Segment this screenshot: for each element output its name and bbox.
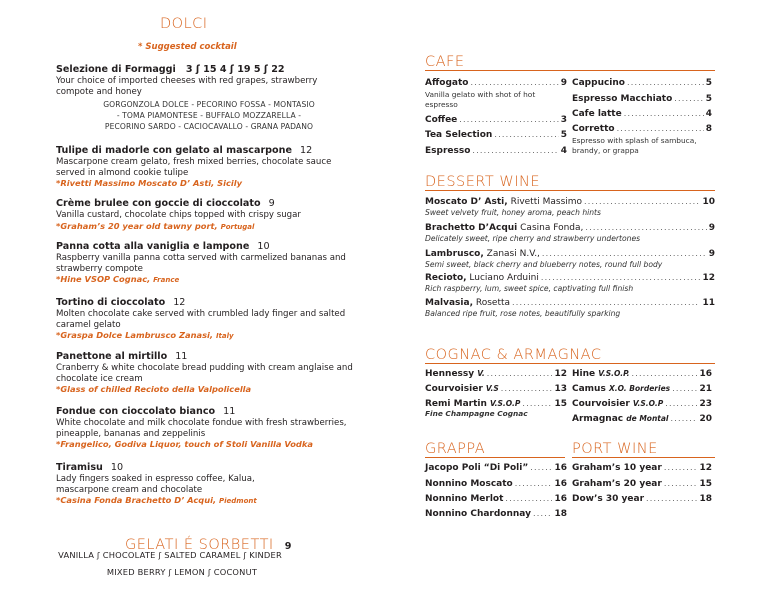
wine-note: Sweet velvety fruit, honey aroma, peach hints <box>425 208 601 217</box>
cafe-item <box>572 78 712 88</box>
divider <box>425 363 715 364</box>
item-price: 4 <box>705 109 712 119</box>
grappa-title: GRAPPA <box>425 441 486 457</box>
item-name: Espresso <box>425 146 471 156</box>
item-price: 11 <box>175 351 188 362</box>
dessert-item <box>56 406 356 450</box>
item-price: 16 <box>699 369 712 379</box>
port-item <box>572 494 712 504</box>
cafe-item <box>425 146 567 156</box>
wine-item <box>425 298 715 308</box>
wine-item <box>425 273 715 283</box>
item-name: Corretto <box>572 124 615 134</box>
leader-dots <box>533 509 553 518</box>
item-description: Cranberry & white chocolate bread pudding with cream anglaise and chocolate ice cream <box>56 363 353 384</box>
item-name: Tulipe di madorle con gelato al mascarpone <box>56 145 292 156</box>
item-grade: V. <box>477 369 485 378</box>
leader-dots <box>505 494 552 503</box>
item-grade: V.S <box>485 384 499 393</box>
item-grade: V.S.O.P <box>632 399 664 408</box>
item-price: 3 <box>560 115 567 125</box>
item-name: Armagnac <box>572 414 624 424</box>
item-name: Remi Martin <box>425 399 487 409</box>
gelati-price: 9 <box>284 541 292 552</box>
dessert-item <box>56 145 356 189</box>
item-description: Espresso with splash of sambuca, brandy, or grappa <box>572 136 697 155</box>
leader-dots <box>617 124 704 133</box>
dessert-item <box>56 351 356 395</box>
suggested-cocktail-note: * Suggested cocktail <box>138 42 237 52</box>
item-producer: Luciano Arduini <box>469 273 539 283</box>
leader-dots <box>584 197 700 206</box>
leader-dots <box>632 369 698 378</box>
item-price: 16 <box>554 479 567 489</box>
item-price: 12 <box>699 463 712 473</box>
cognac-item <box>572 414 712 424</box>
dessert-item <box>56 64 356 97</box>
item-name: Affogato <box>425 78 469 88</box>
dessert-wine-title: DESSERT WINE <box>425 174 541 190</box>
leader-dots <box>542 249 707 258</box>
item-price: 5 <box>705 78 712 88</box>
item-name: Camus <box>572 384 606 394</box>
item-price: 10 <box>110 462 124 473</box>
cafe-item <box>572 94 712 104</box>
item-name: Graham’s 10 year <box>572 463 662 473</box>
item-pairing: *Frangelico, Godiva Liquor, touch of Stoli Vanilla Vodka <box>56 439 313 450</box>
item-description: Lady fingers soaked in espresso coffee, Kalua, mascarpone cream and chocolate <box>56 474 255 495</box>
item-price: 15 <box>699 479 712 489</box>
item-price: 11 <box>223 406 236 417</box>
wine-note: Balanced ripe fruit, rose notes, beautifully sparking <box>425 309 621 318</box>
wine-note: Rich raspberry, lum, sweet spice, captivating full finish <box>425 284 634 293</box>
cafe-item <box>572 109 712 119</box>
grappa-item <box>425 479 567 489</box>
gelati-flavors-line: MIXED BERRY ʃ LEMON ʃ COCONUT <box>106 567 258 577</box>
item-pairing: *Graham’s 20 year old tawny port, <box>56 220 218 231</box>
cheese-line: PECORINO SARDO - CACIOCAVALLO - GRANA PADANO <box>104 122 314 131</box>
cheese-list <box>56 99 362 132</box>
cafe-item <box>572 124 712 134</box>
dessert-item <box>56 462 356 507</box>
port-item <box>572 479 712 489</box>
divider <box>425 70 715 71</box>
item-description: Your choice of imported cheeses with red grapes, strawberry compote and honey <box>56 76 318 97</box>
item-name: Moscato D’ Asti, <box>425 197 508 207</box>
item-name: Nonnino Chardonnay <box>425 509 531 519</box>
item-name: Hine <box>572 369 596 379</box>
item-name: Cafe latte <box>572 109 622 119</box>
item-name: Coffee <box>425 115 458 125</box>
item-grade: V.S.O.P. <box>598 369 630 378</box>
dessert-item <box>56 297 356 342</box>
gelati-title: GELATI É SORBETTI <box>125 537 274 553</box>
dessert-item <box>56 241 356 286</box>
grappa-item <box>425 494 567 504</box>
divider <box>425 457 565 458</box>
item-name: Jacopo Poli “Di Poli” <box>425 463 529 473</box>
item-price: 5 <box>560 130 567 140</box>
item-name: Malvasia, <box>425 298 473 308</box>
leader-dots <box>470 78 558 87</box>
item-pairing: *Graspa Dolce Lambrusco Zanasi, <box>56 330 214 341</box>
cognac-item <box>572 384 712 394</box>
item-description: Raspberry vanilla panna cotta served with carmelized bananas and strawberry compote <box>56 253 346 274</box>
pairing-origin: Italy <box>215 332 234 341</box>
leader-dots <box>501 384 553 393</box>
cafe-item <box>425 130 567 140</box>
item-producer: Casina Fonda, <box>520 223 584 233</box>
cheese-line: - TOMA PIAMONTESE - BUFFALO MOZZARELLA - <box>116 111 302 120</box>
item-price: 5 <box>705 94 712 104</box>
item-producer: Zanasi N.V., <box>486 249 540 259</box>
item-price: 12 <box>554 369 567 379</box>
item-price: 18 <box>554 509 567 519</box>
item-price: 12 <box>173 297 186 308</box>
cafe-item <box>425 78 567 88</box>
leader-dots <box>674 94 703 103</box>
item-pairing: *Casina Fonda Brachetto D’ Acqui, <box>56 495 217 506</box>
item-name: Crème brulee con goccie di cioccolato <box>56 198 261 209</box>
item-price: 9 <box>268 198 275 209</box>
wine-item <box>425 197 715 207</box>
item-name: Dow’s 30 year <box>572 494 645 504</box>
item-price: 23 <box>699 399 712 409</box>
wine-item <box>425 223 715 233</box>
item-name: Nonnino Merlot <box>425 494 504 504</box>
item-name: Fondue con cioccolato bianco <box>56 406 216 417</box>
leader-dots <box>512 298 700 307</box>
item-price: 4 <box>560 146 567 156</box>
leader-dots <box>664 463 698 472</box>
wine-note: Delicately sweet, ripe cherry and strawberry undertones <box>425 234 641 243</box>
item-name: Selezione di Formaggi <box>56 64 176 75</box>
item-price: 13 <box>554 384 567 394</box>
item-price: 10 <box>702 197 715 207</box>
item-description: Mascarpone cream gelato, fresh mixed berries, chocolate sauce served in almond cookie tulipe <box>56 157 332 178</box>
leader-dots <box>459 115 558 124</box>
cafe-title: CAFE <box>425 54 465 70</box>
leader-dots <box>624 109 704 118</box>
leader-dots <box>646 494 697 503</box>
item-name: Brachetto D’Acqui <box>425 223 518 233</box>
cognac-item <box>572 399 712 409</box>
cognac-item <box>425 399 567 409</box>
item-price: 16 <box>554 494 567 504</box>
item-price: 3 ʃ 15 4 ʃ 19 5 ʃ 22 <box>185 64 285 75</box>
item-price: 16 <box>554 463 567 473</box>
item-price: 9 <box>708 249 715 259</box>
port-item <box>572 463 712 473</box>
leader-dots <box>627 78 704 87</box>
grappa-item <box>425 509 567 519</box>
item-name: Panettone al mirtillo <box>56 351 168 362</box>
item-description: Fine Champagne Cognac <box>425 409 528 418</box>
item-price: 12 <box>299 145 313 156</box>
item-price: 10 <box>257 241 270 252</box>
leader-dots <box>672 384 697 393</box>
item-price: 11 <box>702 298 715 308</box>
item-grade: V.S.O.P <box>490 399 521 408</box>
dolci-title: DOLCI <box>160 16 208 32</box>
item-name: Tea Selection <box>425 130 493 140</box>
item-price: 8 <box>705 124 712 134</box>
item-price: 18 <box>699 494 712 504</box>
divider <box>425 190 715 191</box>
wine-note: Semi sweet, black cherry and blueberry notes, round full body <box>425 260 663 269</box>
leader-dots <box>541 273 701 282</box>
cognac-item <box>425 369 567 379</box>
item-description: Molten chocolate cake served with crumbled lady finger and salted caramel gelato <box>56 309 346 330</box>
gelati-flavors-line: VANILLA ʃ CHOCOLATE ʃ SALTED CARAMEL ʃ KINDER <box>58 550 282 560</box>
item-name: Panna cotta alla vaniglia e lampone <box>56 241 250 252</box>
cognac-title: COGNAC & ARMAGNAC <box>425 347 602 363</box>
dessert-item <box>56 198 356 232</box>
item-producer: Rosetta <box>475 298 511 308</box>
item-pairing: *Hine VSOP Cognac, <box>56 274 151 285</box>
item-grade: de Montal <box>626 414 669 423</box>
item-name: Cappucino <box>572 78 625 88</box>
item-pairing: *Glass of chilled Recioto della Valpolicella <box>56 384 252 395</box>
item-name: Tortino di cioccolato <box>56 297 166 308</box>
leader-dots <box>585 223 706 232</box>
item-name: Recioto, <box>425 273 467 283</box>
item-name: Courvoisier <box>572 399 630 409</box>
item-name: Espresso Macchiato <box>572 94 673 104</box>
item-producer: Rivetti Massimo <box>510 197 583 207</box>
pairing-origin: Portugal <box>220 222 255 231</box>
wine-item <box>425 249 715 259</box>
item-name: Nonnino Moscato <box>425 479 513 489</box>
item-pairing: *Rivetti Massimo Moscato D’ Asti, Sicily <box>56 178 243 189</box>
item-description: White chocolate and milk chocolate fondue with fresh strawberries, pineapple, bananas and zeppelinis <box>56 418 347 439</box>
item-price: 15 <box>554 399 567 409</box>
leader-dots <box>671 414 698 423</box>
port-wine-title: PORT WINE <box>572 441 658 457</box>
cognac-item <box>425 384 567 394</box>
cafe-item <box>425 115 567 125</box>
item-name: Lambrusco, <box>425 249 484 259</box>
leader-dots <box>522 399 552 408</box>
item-name: Graham’s 20 year <box>572 479 662 489</box>
item-grade: X.O. Borderies <box>608 384 671 393</box>
cognac-item <box>572 369 712 379</box>
item-price: 9 <box>560 78 567 88</box>
pairing-origin: Piedmont <box>219 497 257 506</box>
leader-dots <box>472 146 558 155</box>
leader-dots <box>664 479 698 488</box>
item-price: 12 <box>702 273 715 283</box>
leader-dots <box>515 479 553 488</box>
item-name: Courvoisier <box>425 384 483 394</box>
pairing-origin: France <box>153 276 180 285</box>
grappa-item <box>425 463 567 473</box>
item-name: Tiramisu <box>56 462 103 473</box>
leader-dots <box>530 463 552 472</box>
leader-dots <box>487 369 553 378</box>
item-description: Vanilla gelato with shot of hot espresso <box>425 90 536 109</box>
leader-dots <box>665 399 697 408</box>
item-price: 21 <box>699 384 712 394</box>
item-price: 9 <box>708 223 715 233</box>
divider <box>572 457 715 458</box>
item-description: Vanilla custard, chocolate chips topped with crispy sugar <box>56 210 301 220</box>
leader-dots <box>494 130 558 139</box>
item-price: 20 <box>699 414 712 424</box>
cheese-line: GORGONZOLA DOLCE - PECORINO FOSSA - MONTASIO <box>103 100 315 109</box>
item-name: Hennessy <box>425 369 475 379</box>
